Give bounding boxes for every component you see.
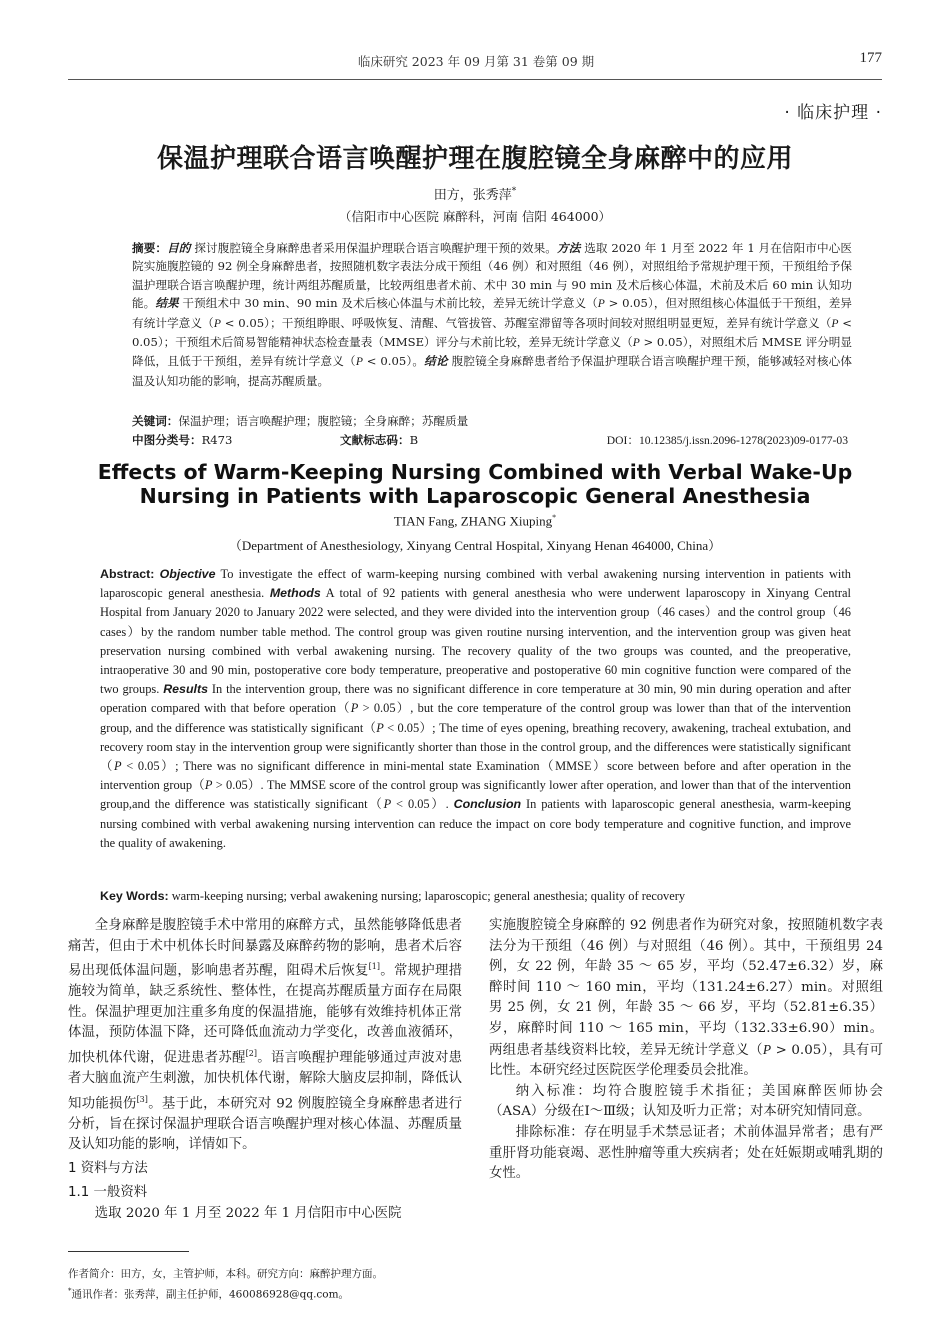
english-authors — [68, 513, 882, 529]
chinese-authors — [68, 184, 882, 203]
results-label: Results — [163, 682, 208, 697]
p-symbol: P — [204, 778, 213, 793]
objective-text: To investigate the effect of warm-keeping nursing combined with verbal awakening nursing intervention in patients with laparoscopic general anesthesia. — [100, 567, 852, 601]
clc-label: 中图分类号： — [132, 433, 202, 447]
intro-text: 。基于此，本研究对 92 例腹腔镜全身麻醉患者进行分析，旨在探讨保温护理联合语言唤醒护理对核心体温、苏醒质量及认知功能的影响，详情如下。 — [68, 1096, 463, 1153]
methods-label: 方法 — [557, 241, 581, 255]
p-symbol: P — [213, 316, 221, 330]
footnote-rule — [68, 1251, 189, 1252]
document-code-value: B — [409, 433, 419, 447]
section-heading: 1 资料与方法 — [68, 1160, 148, 1176]
english-abstract — [100, 565, 851, 853]
inclusion-criteria: 纳入标准：均符合腹腔镜手术指征；美国麻醉医师协会（ASA）分级在Ⅰ～Ⅲ级；认知及听力正常；对本研究知情同意。 — [489, 1083, 883, 1120]
keywords-label: Key Words: — [100, 889, 169, 903]
p-symbol: P — [383, 797, 392, 812]
chinese-keywords — [132, 413, 852, 429]
results-text: < 0.05）；干预组睁眼、呼吸恢复、清醒、气管拔管、苏醒室滞留等各项时间较对照组明显更短，差异有统计学意义（ — [220, 315, 832, 330]
body-column-right — [489, 916, 883, 1185]
results-text: > 0.05），对照组术后 MMSE 评分明显降低，且低于干预组，差异有统计学意义（ — [132, 335, 852, 369]
keywords-label: 关键词： — [132, 414, 179, 428]
p-symbol: P — [597, 297, 605, 311]
section-tag: · 临床护理 · — [784, 103, 882, 123]
chinese-affiliation: （信阳市中心医院 麻醉科，河南 信阳 464000） — [338, 209, 612, 224]
english-affiliation: （Department of Anesthesiology, Xinyang Central Hospital, Xinyang Henan 464000, China） — [228, 538, 722, 553]
doi: DOI：10.12385/j.issn.2096-1278(2023)09-0177-03 — [606, 434, 848, 447]
objective-text: 探讨腹腔镜全身麻醉患者采用保温护理联合语言唤醒护理干预的效果。 — [194, 241, 557, 255]
results-text: < 0.05）; The time of eyes opening, breathing recovery, awakening, tracheal extubation, and recovery room stay in the intervention group were significantly shorter than those in the control group, and the differences were statistically significant（ — [100, 720, 851, 774]
page-number: 177 — [859, 50, 882, 66]
citation: [2] — [245, 1049, 258, 1059]
journal-info: 临床研究 2023 年 09 月第 31 卷第 09 期 — [357, 54, 595, 69]
methods-label: Methods — [269, 586, 321, 601]
running-head — [70, 50, 882, 78]
results-text: 干预组术中 30 min、90 min 及术后核心体温与术前比较，差异无统计学意义（ — [182, 296, 598, 311]
clc-value: R473 — [201, 433, 233, 447]
chinese-author-names: 田方，张秀萍 — [433, 188, 512, 203]
conclusion-text: 腹腔镜全身麻醉患者给予保温护理联合语言唤醒护理干预，能够减轻对核心体温及认知功能的影响，提高苏醒质量。 — [132, 354, 852, 388]
general-info-paragraph: 选取 2020 年 1 月至 2022 年 1 月信阳市中心医院 — [94, 1206, 402, 1222]
results-text: > 0.05），但对照组核心体温低于干预组，差异有统计学意义（ — [132, 296, 852, 330]
methods-text: A total of 92 patients with general anesthesia who were underwent laparoscopy in Xinyang Central Hospital from January 2020 to January 2022 were selected, and they were divided into the intervention group（46 cases）and the control group（46 cases）by the random number table method. The control group was given routine nursing intervention, and the intervention group was given heat preservation nursing combined with verbal awakening nursing. The recovery quality of the two groups was counted, and the preoperative, intraoperative 30 and 90 min, postoperative core body temperature, preoperative and postoperative 60 min cognitive function were compared of the two groups. — [100, 586, 851, 697]
general-info-continued — [489, 916, 883, 1082]
general-info-text: 实施腹腔镜全身麻醉的 92 例患者作为研究对象，按照随机数字表法分为干预组（46 例）与对照组（46 例）。其中，干预组男 24 例，女 22 例，年龄 35 ～ 65 岁，平均（52.47±6.32）岁，麻醉时间 110 ～ 160 min，平均（131.24±6.27）min。对照组男 25 例，女 21 例，年龄 35 ～ 66 岁，平均（52.81±6.35）岁，麻醉时间 110 ～ 165 min，平均（132.33±6.90）min。两组患者基线资料比较，差异无统计学意义（ — [489, 918, 883, 1058]
results-text: < 0.05）。 — [362, 354, 425, 369]
english-title-line: Nursing in Patients with Laparoscopic General Anesthesia — [139, 484, 811, 508]
author-bio: 作者简介：田方，女，主管护师，本科。研究方向：麻醉护理方面。 — [68, 1268, 383, 1280]
intro-text: 。常规护理措施较为简单，缺乏系统性、整体性，在提高苏醒质量方面存在局限性。保温护理更加注重多角度的保温措施，能够有效维持机体正常体温，预防体温下降，还可降低血流动力学变化，改善血液循环，加快机体代谢，促进患者苏醒 — [68, 963, 463, 1066]
p-symbol: P — [113, 759, 122, 774]
english-author-names: TIAN Fang, ZHANG Xiuping — [393, 513, 553, 529]
p-symbol: P — [632, 336, 640, 350]
p-symbol: P — [831, 316, 839, 330]
keywords-text: warm-keeping nursing; verbal awakening nursing; laparoscopic; general anesthesia; quality of recovery — [168, 889, 686, 903]
intro-text: 全身麻醉是腹腔镜手术中常用的麻醉方式，虽然能够降低患者痛苦，但由于术中机体长时间暴露及麻醉药物的影响，患者术后容易出现低体温问题，影响患者苏醒，阻碍术后恢复 — [68, 918, 462, 979]
results-text: > 0.05）. The MMSE score of the control group was significantly lower after operation, and lower than that of the intervention group,and the difference was statistically significant（ — [100, 778, 851, 812]
p-symbol: P — [350, 701, 359, 716]
general-info-text: > 0.05），具有可比性。本研究经过医院医学伦理委员会批准。 — [489, 1042, 884, 1079]
results-text: < 0.05）；干预组术后简易智能精神状态检查量表（MMSE）评分与术前比较，差异无统计学意义（ — [132, 315, 853, 350]
english-keywords — [100, 889, 851, 904]
subsection-heading: 1.1 一般资料 — [68, 1184, 148, 1200]
english-title-line: Effects of Warm-Keeping Nursing Combined with Verbal Wake-Up — [97, 460, 853, 484]
body-column-left — [68, 916, 462, 1225]
chinese-title: 保温护理联合语言唤醒护理在腹腔镜全身麻醉中的应用 — [156, 144, 793, 174]
results-text: > 0.05）, but the core temperature of the control group was lower than that of the intervention group, and the difference was statistically significant（ — [100, 701, 851, 735]
p-symbol: P — [762, 1041, 772, 1057]
results-text: < 0.05）; There was no significant difference in mini-mental state Examination（MMSE）score between before and after operation in the intervention group（ — [100, 759, 852, 793]
results-text: < 0.05）. — [391, 797, 449, 812]
document-code-label: 文献标志码： — [340, 433, 410, 447]
citation: [1] — [368, 962, 381, 972]
correspondence — [68, 1283, 568, 1304]
results-label: 结果 — [155, 296, 179, 311]
abstract-label: Abstract: — [100, 567, 155, 581]
document-code — [340, 432, 418, 448]
intro-text: 。语言唤醒护理能够通过声波对患者大脑血流产生刺激，加快机体代谢，解除大脑皮层抑制，降低认知功能损伤 — [68, 1050, 463, 1112]
citation: [3] — [136, 1094, 148, 1104]
conclusion-label: Conclusion — [453, 797, 522, 812]
correspondence-text: 通讯作者：张秀萍，副主任护师，460086928@qq.com。 — [71, 1288, 350, 1301]
objective-label: 目的 — [167, 241, 191, 255]
english-title — [68, 460, 882, 508]
conclusion-label: 结论 — [424, 354, 448, 369]
intro-paragraph — [68, 916, 462, 1156]
corresponding-mark: * — [552, 513, 557, 522]
p-symbol: P — [355, 355, 363, 369]
header-rule — [68, 79, 882, 80]
classification-row — [132, 432, 852, 450]
corresponding-mark: * — [68, 1287, 72, 1295]
abstract-label: 摘要： — [132, 241, 168, 255]
chinese-abstract — [132, 239, 852, 390]
results-text: In the intervention group, there was no significant difference in core temperature at 30 min, 90 min during operation and after operation compared with that before operation（ — [100, 682, 851, 716]
clc-number — [132, 432, 232, 448]
p-symbol: P — [376, 720, 384, 735]
objective-label: Objective — [159, 567, 216, 581]
corresponding-mark: * — [511, 186, 517, 197]
keywords-text: 保温护理；语言唤醒护理；腹腔镜；全身麻醉；苏醒质量 — [178, 414, 469, 428]
exclusion-criteria: 排除标准：存在明显手术禁忌证者；术前体温异常者；患有严重肝肾功能衰竭、恶性肿瘤等重大疾病者；处在妊娠期或哺乳期的女性。 — [489, 1124, 883, 1182]
conclusion-text: In patients with laparoscopic general anesthesia, warm-keeping nursing combined with verbal awakening nursing intervention can reduce the impact on core body temperature and cognitive function, and improve the quality of awakening. — [100, 797, 851, 850]
footnotes — [68, 1266, 568, 1304]
methods-text: 选取 2020 年 1 月至 2022 年 1 月在信阳市中心医院实施腹腔镜的 92 例全身麻醉患者，按照随机数字表法分成干预组（46 例）和对照组（46 例），对照组给予常规护理干预，干预组给予保温护理联合语言唤醒护理，统计两组苏醒质量，比较两组患者术前、术中 30 min 与 90 min 及术后核心体温，术前及术后 60 min 认知功能。 — [132, 241, 852, 311]
